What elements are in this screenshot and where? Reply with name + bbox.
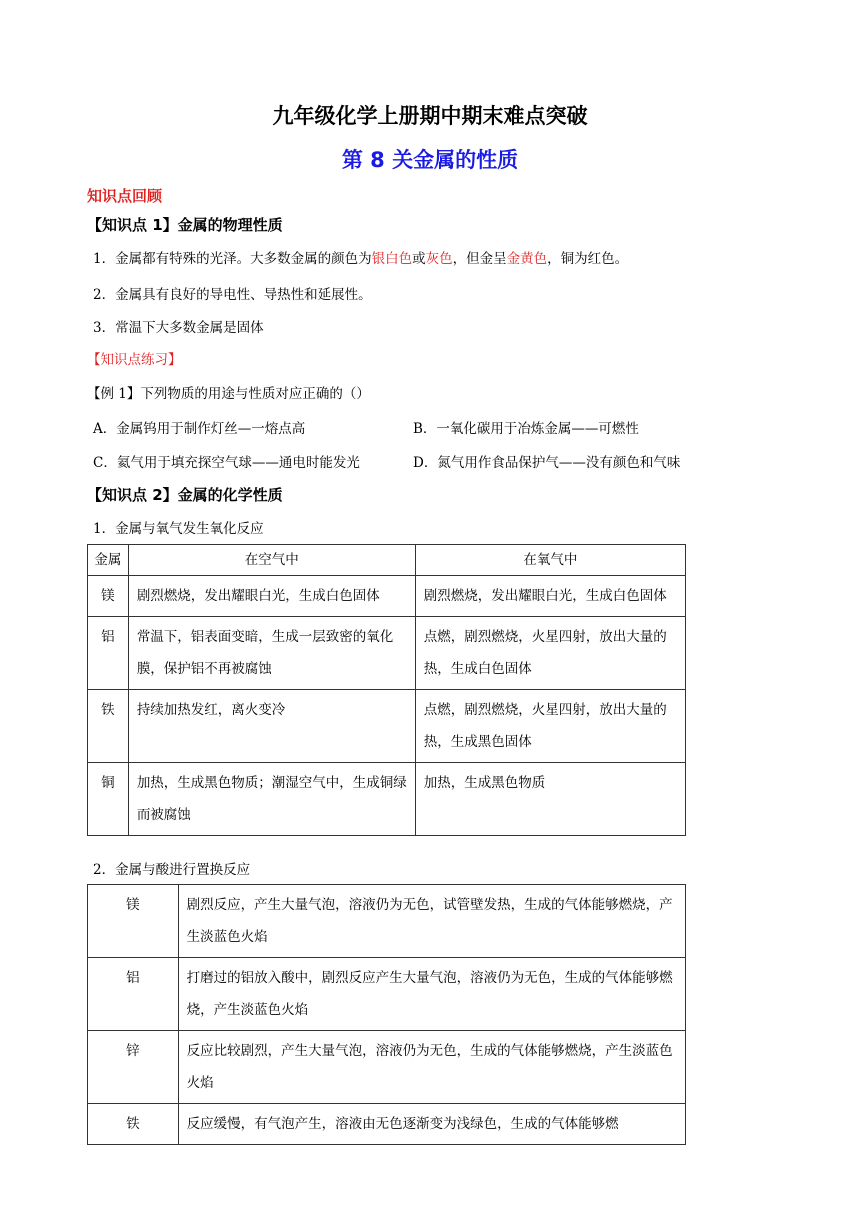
practice-heading: 【知识点练习】 <box>87 352 182 368</box>
table-header-cell: 在氧气中 <box>415 545 685 576</box>
kp1-item2: 2．金属具有良好的导电性、导热性和延展性。 <box>93 287 372 303</box>
table-header-cell: 金属 <box>88 545 129 576</box>
document-title: 九年级化学上册期中期末难点突破 <box>272 104 588 128</box>
table-row <box>88 763 686 836</box>
option-d: D．氮气用作食品保护气——没有颜色和气味 <box>413 455 681 471</box>
reaction-cell: 反应缓慢，有气泡产生，溶液由无色逐渐变为浅绿色，生成的气体能够燃 <box>178 1104 685 1145</box>
oxygen-cell: 加热，生成黑色物质 <box>415 763 685 836</box>
table-row <box>88 690 686 763</box>
air-cell: 常温下，铝表面变暗，生成一层致密的氧化膜，保护铝不再被腐蚀 <box>128 617 415 690</box>
table-header-row <box>88 545 686 576</box>
highlight-gray: 灰色 <box>425 251 453 267</box>
oxygen-cell: 点燃，剧烈燃烧，火星四射，放出大量的热，生成白色固体 <box>415 617 685 690</box>
kp1-item1-text: 1．金属都有特殊的光泽。大多数金属的颜色为 <box>93 251 372 267</box>
kp1-item1 <box>93 247 628 267</box>
metal-cell: 铁 <box>88 690 129 763</box>
kp1-item1-text: 或 <box>412 251 426 267</box>
table-row <box>88 885 686 958</box>
metal-cell: 铁 <box>88 1104 179 1145</box>
highlight-silver-white: 银白色 <box>371 251 413 267</box>
option-a: A．金属钨用于制作灯丝—一熔点高 <box>93 421 306 437</box>
table-row <box>88 1031 686 1104</box>
option-c: C．氦气用于填充探空气球——通电时能发光 <box>93 455 360 471</box>
kp1-heading: 【知识点 1】金属的物理性质 <box>87 216 283 234</box>
table-row <box>88 1104 686 1145</box>
kp1-item1-text: ，铜为红色。 <box>547 251 629 267</box>
air-cell: 持续加热发红，离火变冷 <box>128 690 415 763</box>
oxygen-cell: 点燃，剧烈燃烧，火星四射，放出大量的热，生成黑色固体 <box>415 690 685 763</box>
review-heading: 知识点回顾 <box>87 187 163 205</box>
table-row <box>88 576 686 617</box>
example1-question: 【例 1】下列物质的用途与性质对应正确的（） <box>87 386 370 402</box>
table-row <box>88 617 686 690</box>
oxygen-reaction-table <box>87 544 686 836</box>
kp2-sub1: 1．金属与氧气发生氧化反应 <box>93 521 264 537</box>
option-b: B．一氧化碳用于冶炼金属——可燃性 <box>413 421 639 437</box>
table-header-cell: 在空气中 <box>128 545 415 576</box>
air-cell: 加热，生成黑色物质；潮湿空气中，生成铜绿而被腐蚀 <box>128 763 415 836</box>
metal-cell: 铜 <box>88 763 129 836</box>
kp1-item3: 3．常温下大多数金属是固体 <box>93 320 264 336</box>
reaction-cell: 反应比较剧烈，产生大量气泡，溶液仍为无色，生成的气体能够燃烧，产生淡蓝色火焰 <box>178 1031 685 1104</box>
document-subtitle: 第 8 关金属的性质 <box>341 148 519 172</box>
highlight-golden-yellow: 金黄色 <box>506 251 548 267</box>
metal-cell: 镁 <box>88 885 179 958</box>
reaction-cell: 打磨过的铝放入酸中，剧烈反应产生大量气泡，溶液仍为无色，生成的气体能够燃烧，产生淡蓝色火焰 <box>178 958 685 1031</box>
oxygen-cell: 剧烈燃烧，发出耀眼白光，生成白色固体 <box>415 576 685 617</box>
acid-reaction-table <box>87 884 686 1145</box>
metal-cell: 锌 <box>88 1031 179 1104</box>
metal-cell: 铝 <box>88 617 129 690</box>
table-row <box>88 958 686 1031</box>
kp2-heading: 【知识点 2】金属的化学性质 <box>87 486 283 504</box>
metal-cell: 镁 <box>88 576 129 617</box>
air-cell: 剧烈燃烧，发出耀眼白光，生成白色固体 <box>128 576 415 617</box>
metal-cell: 铝 <box>88 958 179 1031</box>
reaction-cell: 剧烈反应，产生大量气泡，溶液仍为无色，试管壁发热，生成的气体能够燃烧，产生淡蓝色火焰 <box>178 885 685 958</box>
kp1-item1-text: ，但金呈 <box>452 251 507 267</box>
kp2-sub2: 2．金属与酸进行置换反应 <box>93 862 251 878</box>
